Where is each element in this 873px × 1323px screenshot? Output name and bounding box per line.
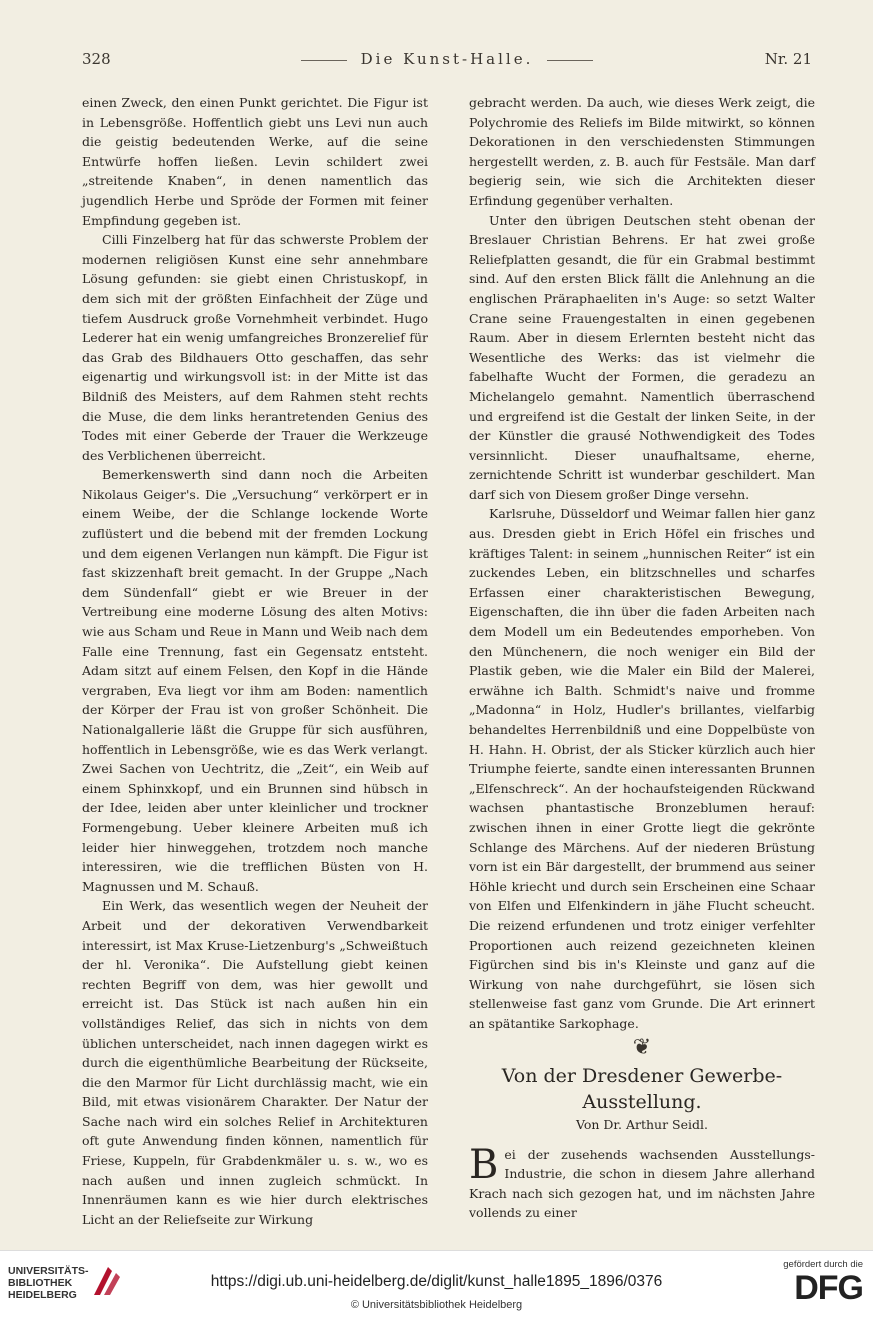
paragraph: Karlsruhe, Düsseldorf und Weimar fallen hier ganz aus. Dresden giebt in Erich Höfel ein frisches und kräftiges Talent: in seinem „hunnischen Reiter“ ist ein zuckendes Leben, ein blitzschnelles und scharfes Erfassen einer charakteristischen Bewegung, Eigenschaften, die ihn über die faden Arbeiten nach dem Modell um ein Bedeutendes emporheben. Von den Münchenern, die noch weniger ein Bild der Plastik geben, wie die Maler ein Bild der Malerei, erwähne ich Balth. Schmidt's naive und fromme „Madonna“ in Holz, Hudler's brillantes, vielfarbig behandeltes Herrenbildniß und eine Doppelbüste von H. Hahn. H. Obrist, der als Sticker kürzlich auch hier Triumphe feierte, sandte einen interessanten Brunnen „Elfenschreck“. An der hochaufsteigenden Rückwand wachsen phantastische Bronzeblumen herauf: zwischen ihnen in einer Grotte liegt die gekrönte Schlange des Märchens. Auf der niederen Brüstung vorn ist ein Bär dargestellt, der brummend aus seiner Höhle kriecht und durch sein Erscheinen eine Schaar von Elfen und Elfenkindern in jähe Flucht scheucht. Die reizend erfundenen und trotz einiger verfehlter Proportionen auch reizend gezeichneten kleinen Figürchen sind bis in's Kleinste und ganz auf die Wirkung von nahe durchgeführt, sie lösen sich stellenweise fast ganz vom Grunde. Die Art erinnert an spätantike Sarkophage. <box>469 506 815 1031</box>
right-column <box>469 93 815 1223</box>
funded-by-text: gefördert durch die <box>783 1259 863 1270</box>
right-column-body <box>469 93 815 1034</box>
paragraph: Bemerkenswerth sind dann noch die Arbeiten Nikolaus Geiger's. Die „Versuchung“ verkörpert er in einem Weibe, der die Schlange lockende Worte zuflüstert und die bebend mit der fremden Lockung und dem eigenen Verlangen nun kämpft. Die Figur ist fast skizzenhaft breit gemacht. In der Gruppe „Nach dem Sündenfall“ giebt er wie Breuer in der Vertreibung eine moderne Lösung des alten Motivs: wie aus Scham und Reue in Mann und Weib nach dem Falle eine Trennung, fast ein Gegensatz entsteht. Adam sitzt auf einem Felsen, den Kopf in die Hände vergraben, Eva liegt vor ihm am Boden: namentlich der Körper der Frau ist von großer Schönheit. Die Nationalgallerie läßt die Gruppe für sich ausführen, hoffentlich in Lebensgröße, wie es das Werk verlangt. Zwei Sachen von Uechtritz, die „Zeit“, ein Weib auf einem Sphinxkopf, und ein Brunnen sind hübsch in der Idee, leiden aber unter kleinlicher und trockner Formengebung. Ueber kleinere Arbeiten muß ich leider hier hinweggehen, trotzdem noch manche interessiren, wie die trefflichen Büsten von H. Magnussen und M. Schauß. <box>82 467 428 894</box>
article-title-line1: Von der Dresdener Gewerbe- <box>501 1065 783 1088</box>
article-title-line2: Ausstellung. <box>582 1091 702 1114</box>
article-byline: Von Dr. Arthur Seidl. <box>575 1117 708 1133</box>
library-name-line2: BIBLIOTHEK <box>8 1277 73 1289</box>
issue-number: Nr. 21 <box>764 50 812 68</box>
page-number: 328 <box>82 50 111 68</box>
running-header <box>82 50 812 72</box>
title-rule-right <box>547 60 593 61</box>
article-opening <box>469 1141 815 1223</box>
journal-title <box>82 50 812 68</box>
viewer-footer <box>0 1250 873 1323</box>
journal-title-text: Die Kunst-Halle. <box>360 50 534 68</box>
article-title <box>469 1063 815 1115</box>
left-column <box>82 93 428 1229</box>
dfg-mark: DFG <box>794 1269 863 1307</box>
library-name-line3: HEIDELBERG <box>8 1289 77 1301</box>
copyright-notice: © Universitätsbibliothek Heidelberg <box>350 1299 523 1311</box>
permalink[interactable]: https://digi.ub.uni-heidelberg.de/diglit/kunst_halle1895_1896/0376 <box>210 1273 663 1290</box>
dfg-logo[interactable] <box>783 1259 863 1306</box>
ornament-icon: ❦ <box>632 1034 652 1060</box>
article-opening-text: ei der zusehends wachsenden Ausstellungs-Industrie, die schon in diesem Jahre allerhand Krach nach sich gezogen hat, und im nächsten Jahre vollends zu einer <box>469 1146 815 1221</box>
paragraph: einen Zweck, den einen Punkt gerichtet. Die Figur ist in Lebensgröße. Hoffentlich giebt uns Levi nun auch die geistig bedeutenden Werke, auf die seine Entwürfe hoffen ließen. Levin schildert zwei „streitende Knaben“, in denen namentlich das jugendlich Herbe und Spröde der Formen mit feiner Empfindung gegeben ist. <box>82 95 428 228</box>
paragraph: Cilli Finzelberg hat für das schwerste Problem der modernen religiösen Kunst eine sehr annehmbare Lösung gefunden: sie giebt einen Christuskopf, in dem sich mit der größten Einfachheit der Züge und tiefem Ausdruck große Vornehmheit verbindet. Hugo Lederer hat ein wenig umfangreiches Bronzerelief für das Grab des Bildhauers Otto geschaffen, das sehr eigenartig und wirkungsvoll ist: in der Mitte ist das Bildniß des Meisters, auf dem Rahmen steht rechts die Muse, die dem links herantretenden Genius des Todes mit einer Geberde der Trauer die Werkzeuge des Verblichenen überreicht. <box>82 232 428 463</box>
title-rule-left <box>301 60 347 61</box>
library-name-line1: UNIVERSITÄTS- <box>8 1265 89 1277</box>
paragraph: gebracht werden. Da auch, wie dieses Werk zeigt, die Polychromie des Reliefs im Bilde mitwirkt, so können Dekorationen in den verschiedensten Stimmungen hergestellt werden, z. B. auch für Festsäle. Man darf begierig sein, wie sich die Architekten dieser Erfindung gegenüber verhalten. <box>469 95 815 208</box>
paragraph: Unter den übrigen Deutschen steht obenan der Breslauer Christian Behrens. Er hat zwei große Reliefplatten gesandt, die für ein Grabmal bestimmt sind. Auf den ersten Blick fällt die Anlehnung an die englischen Präraphaeliten in's Auge: so setzt Walter Crane seine Frauengestalten in einen gegebenen Raum. Aber in diesem Erlernten besteht nicht das Wesentliche des Werks: das ist vielmehr die fabelhafte Wucht der Formen, die geradezu an Michelangelo gemahnt. Namentlich überraschend und ergreifend ist die Gestalt der linken Seite, in der der Künstler die grausé Nothwendigkeit des Todes versinnlicht. Dieser unaufhaltsame, eherne, zernichtende Schritt ist wunderbar geschildert. Man darf sich von Diesem großer Dinge versehn. <box>469 212 815 502</box>
paragraph: Ein Werk, das wesentlich wegen der Neuheit der Arbeit und der dekorativen Verwendbarkeit interessirt, ist Max Kruse-Lietzenburg's „Schweißtuch der hl. Veronika“. Die Aufstellung giebt keinen rechten Begriff von dem, was hier gewollt und erreicht ist. Das Stück ist nach außen hin ein vollständiges Relief, das sich in nichts von dem üblichen unterscheidet, nach innen dagegen wirkt es durch die eigenthümliche Bearbeitung der Rückseite, die den Marmor für Licht durchlässig macht, wie ein Bild, mit etwas visionärem Charakter. Der Natur der Sache nach wird ein solches Relief in Architekturen oft gute Anwendung finden können, namentlich für Friese, Kuppeln, für Grabdenkmäler u. s. w., wo es nach außen und innen zugleich schmückt. In Innenräumen kann es wie hier durch elektrisches Licht an der Reliefseite zur Wirkung <box>82 898 428 1227</box>
dropcap: B <box>469 1141 499 1188</box>
